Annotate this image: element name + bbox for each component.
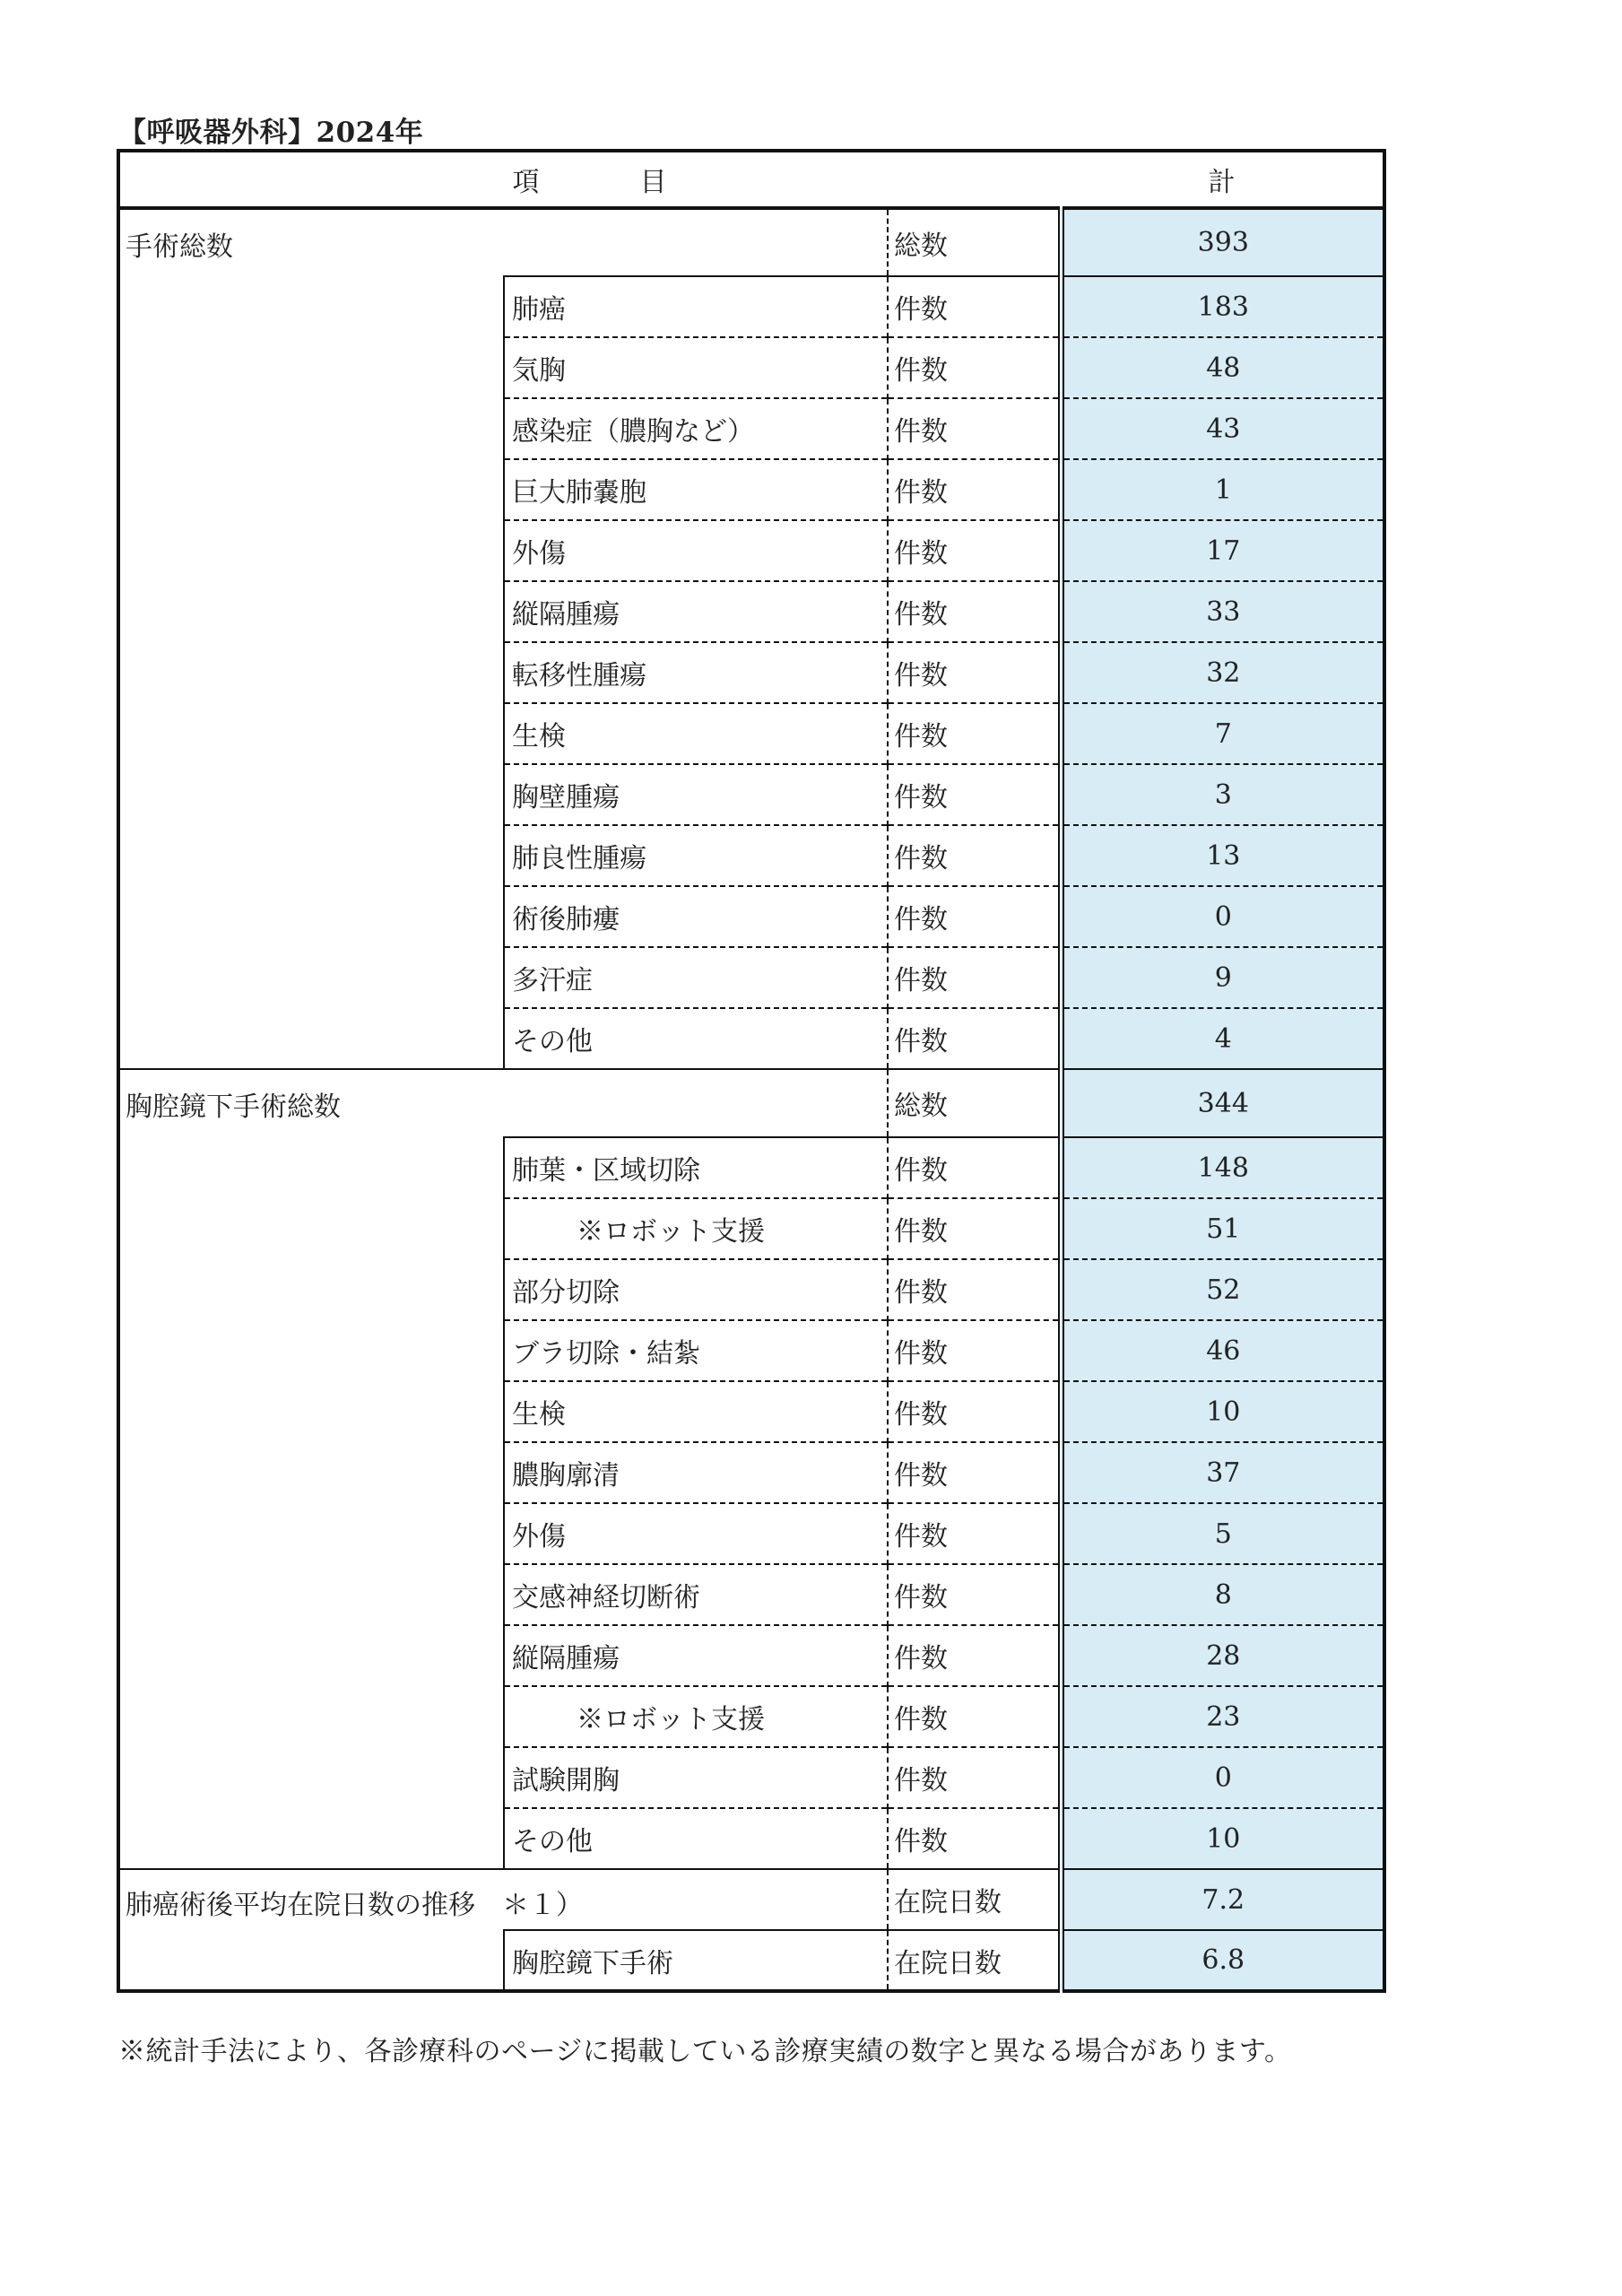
row-unit: 件数 bbox=[888, 1686, 1061, 1747]
row-label: 巨大肺嚢胞 bbox=[504, 459, 888, 520]
row-value: 3 bbox=[1061, 764, 1384, 825]
row-unit: 件数 bbox=[888, 337, 1061, 398]
row-label: 縦隔腫瘍 bbox=[504, 581, 888, 642]
row-value: 9 bbox=[1061, 947, 1384, 1008]
total-value: 393 bbox=[1061, 208, 1384, 276]
row-label: 肺癌 bbox=[504, 276, 888, 337]
stay-sub-unit: 在院日数 bbox=[888, 1930, 1061, 1991]
row-unit: 件数 bbox=[888, 1320, 1061, 1381]
row-label: 多汗症 bbox=[504, 947, 888, 1008]
row-value: 32 bbox=[1061, 642, 1384, 703]
row-value: 8 bbox=[1061, 1564, 1384, 1625]
page-title: 【呼吸器外科】2024年 bbox=[118, 117, 424, 149]
row-unit: 件数 bbox=[888, 1625, 1061, 1686]
stay-row bbox=[118, 1869, 1384, 1930]
row-unit: 件数 bbox=[888, 825, 1061, 886]
header-total: 計 bbox=[1061, 151, 1384, 208]
row-value: 33 bbox=[1061, 581, 1384, 642]
row-value: 43 bbox=[1061, 398, 1384, 459]
row-label: 部分切除 bbox=[504, 1259, 888, 1320]
row-unit: 件数 bbox=[888, 1808, 1061, 1869]
row-label: その他 bbox=[504, 1008, 888, 1069]
row-label: 胸壁腫瘍 bbox=[504, 764, 888, 825]
row-label: その他 bbox=[504, 1808, 888, 1869]
row-value: 51 bbox=[1061, 1198, 1384, 1259]
row-unit: 件数 bbox=[888, 947, 1061, 1008]
row-label: ブラ切除・結紮 bbox=[504, 1320, 888, 1381]
row-unit: 件数 bbox=[888, 1564, 1061, 1625]
row-label: 術後肺瘻 bbox=[504, 886, 888, 947]
row-unit: 件数 bbox=[888, 520, 1061, 581]
total-unit: 総数 bbox=[888, 1069, 1061, 1137]
row-value: 7 bbox=[1061, 703, 1384, 764]
row-unit: 件数 bbox=[888, 1442, 1061, 1503]
header-item: 項 目 bbox=[118, 151, 1061, 208]
row-unit: 件数 bbox=[888, 581, 1061, 642]
row-value: 10 bbox=[1061, 1808, 1384, 1869]
row-value: 1 bbox=[1061, 459, 1384, 520]
row-value: 23 bbox=[1061, 1686, 1384, 1747]
row-value: 48 bbox=[1061, 337, 1384, 398]
table-header-row bbox=[118, 151, 1384, 208]
row-label: 外傷 bbox=[504, 520, 888, 581]
row-value: 28 bbox=[1061, 1625, 1384, 1686]
section-label: 手術総数 bbox=[118, 208, 504, 1069]
row-unit: 件数 bbox=[888, 1198, 1061, 1259]
row-label: ※ロボット支援 bbox=[504, 1686, 888, 1747]
section-total-row bbox=[118, 1069, 1384, 1137]
row-label: 生検 bbox=[504, 1381, 888, 1442]
row-unit: 件数 bbox=[888, 398, 1061, 459]
row-unit: 件数 bbox=[888, 459, 1061, 520]
row-value: 46 bbox=[1061, 1320, 1384, 1381]
row-value: 0 bbox=[1061, 886, 1384, 947]
surgery-statistics-table bbox=[117, 149, 1386, 1993]
total-value: 344 bbox=[1061, 1069, 1384, 1137]
row-label: 膿胸廓清 bbox=[504, 1442, 888, 1503]
row-unit: 件数 bbox=[888, 1503, 1061, 1564]
row-label: 外傷 bbox=[504, 1503, 888, 1564]
row-label: 生検 bbox=[504, 703, 888, 764]
footnote: ※統計手法により、各診療科のページに掲載している診療実績の数字と異なる場合があります。 bbox=[118, 2036, 1292, 2067]
row-unit: 件数 bbox=[888, 642, 1061, 703]
row-value: 52 bbox=[1061, 1259, 1384, 1320]
row-unit: 件数 bbox=[888, 1381, 1061, 1442]
section-total-row bbox=[118, 208, 1384, 276]
section-label: 胸腔鏡下手術総数 bbox=[118, 1069, 504, 1869]
stay-value: 7.2 bbox=[1061, 1869, 1384, 1930]
row-unit: 件数 bbox=[888, 276, 1061, 337]
row-label: 肺葉・区域切除 bbox=[504, 1137, 888, 1198]
stay-sub-value: 6.8 bbox=[1061, 1930, 1384, 1991]
row-value: 17 bbox=[1061, 520, 1384, 581]
row-value: 13 bbox=[1061, 825, 1384, 886]
stay-unit: 在院日数 bbox=[888, 1869, 1061, 1930]
row-label: 転移性腫瘍 bbox=[504, 642, 888, 703]
stay-sub-label: 胸腔鏡下手術 bbox=[504, 1930, 888, 1991]
row-value: 5 bbox=[1061, 1503, 1384, 1564]
row-label: 縦隔腫瘍 bbox=[504, 1625, 888, 1686]
row-unit: 件数 bbox=[888, 703, 1061, 764]
row-unit: 件数 bbox=[888, 764, 1061, 825]
row-value: 37 bbox=[1061, 1442, 1384, 1503]
stay-label: 肺癌術後平均在院日数の推移 ＊１） bbox=[126, 1890, 583, 1921]
row-value: 4 bbox=[1061, 1008, 1384, 1069]
row-label: 感染症（膿胸など） bbox=[504, 398, 888, 459]
row-label: 肺良性腫瘍 bbox=[504, 825, 888, 886]
row-label: 交感神経切断術 bbox=[504, 1564, 888, 1625]
row-label: 気胸 bbox=[504, 337, 888, 398]
row-value: 10 bbox=[1061, 1381, 1384, 1442]
row-unit: 件数 bbox=[888, 1008, 1061, 1069]
row-unit: 件数 bbox=[888, 1747, 1061, 1808]
row-unit: 件数 bbox=[888, 886, 1061, 947]
total-unit: 総数 bbox=[888, 208, 1061, 276]
row-value: 148 bbox=[1061, 1137, 1384, 1198]
row-unit: 件数 bbox=[888, 1137, 1061, 1198]
row-unit: 件数 bbox=[888, 1259, 1061, 1320]
row-label: 試験開胸 bbox=[504, 1747, 888, 1808]
row-label: ※ロボット支援 bbox=[504, 1198, 888, 1259]
row-value: 183 bbox=[1061, 276, 1384, 337]
row-value: 0 bbox=[1061, 1747, 1384, 1808]
